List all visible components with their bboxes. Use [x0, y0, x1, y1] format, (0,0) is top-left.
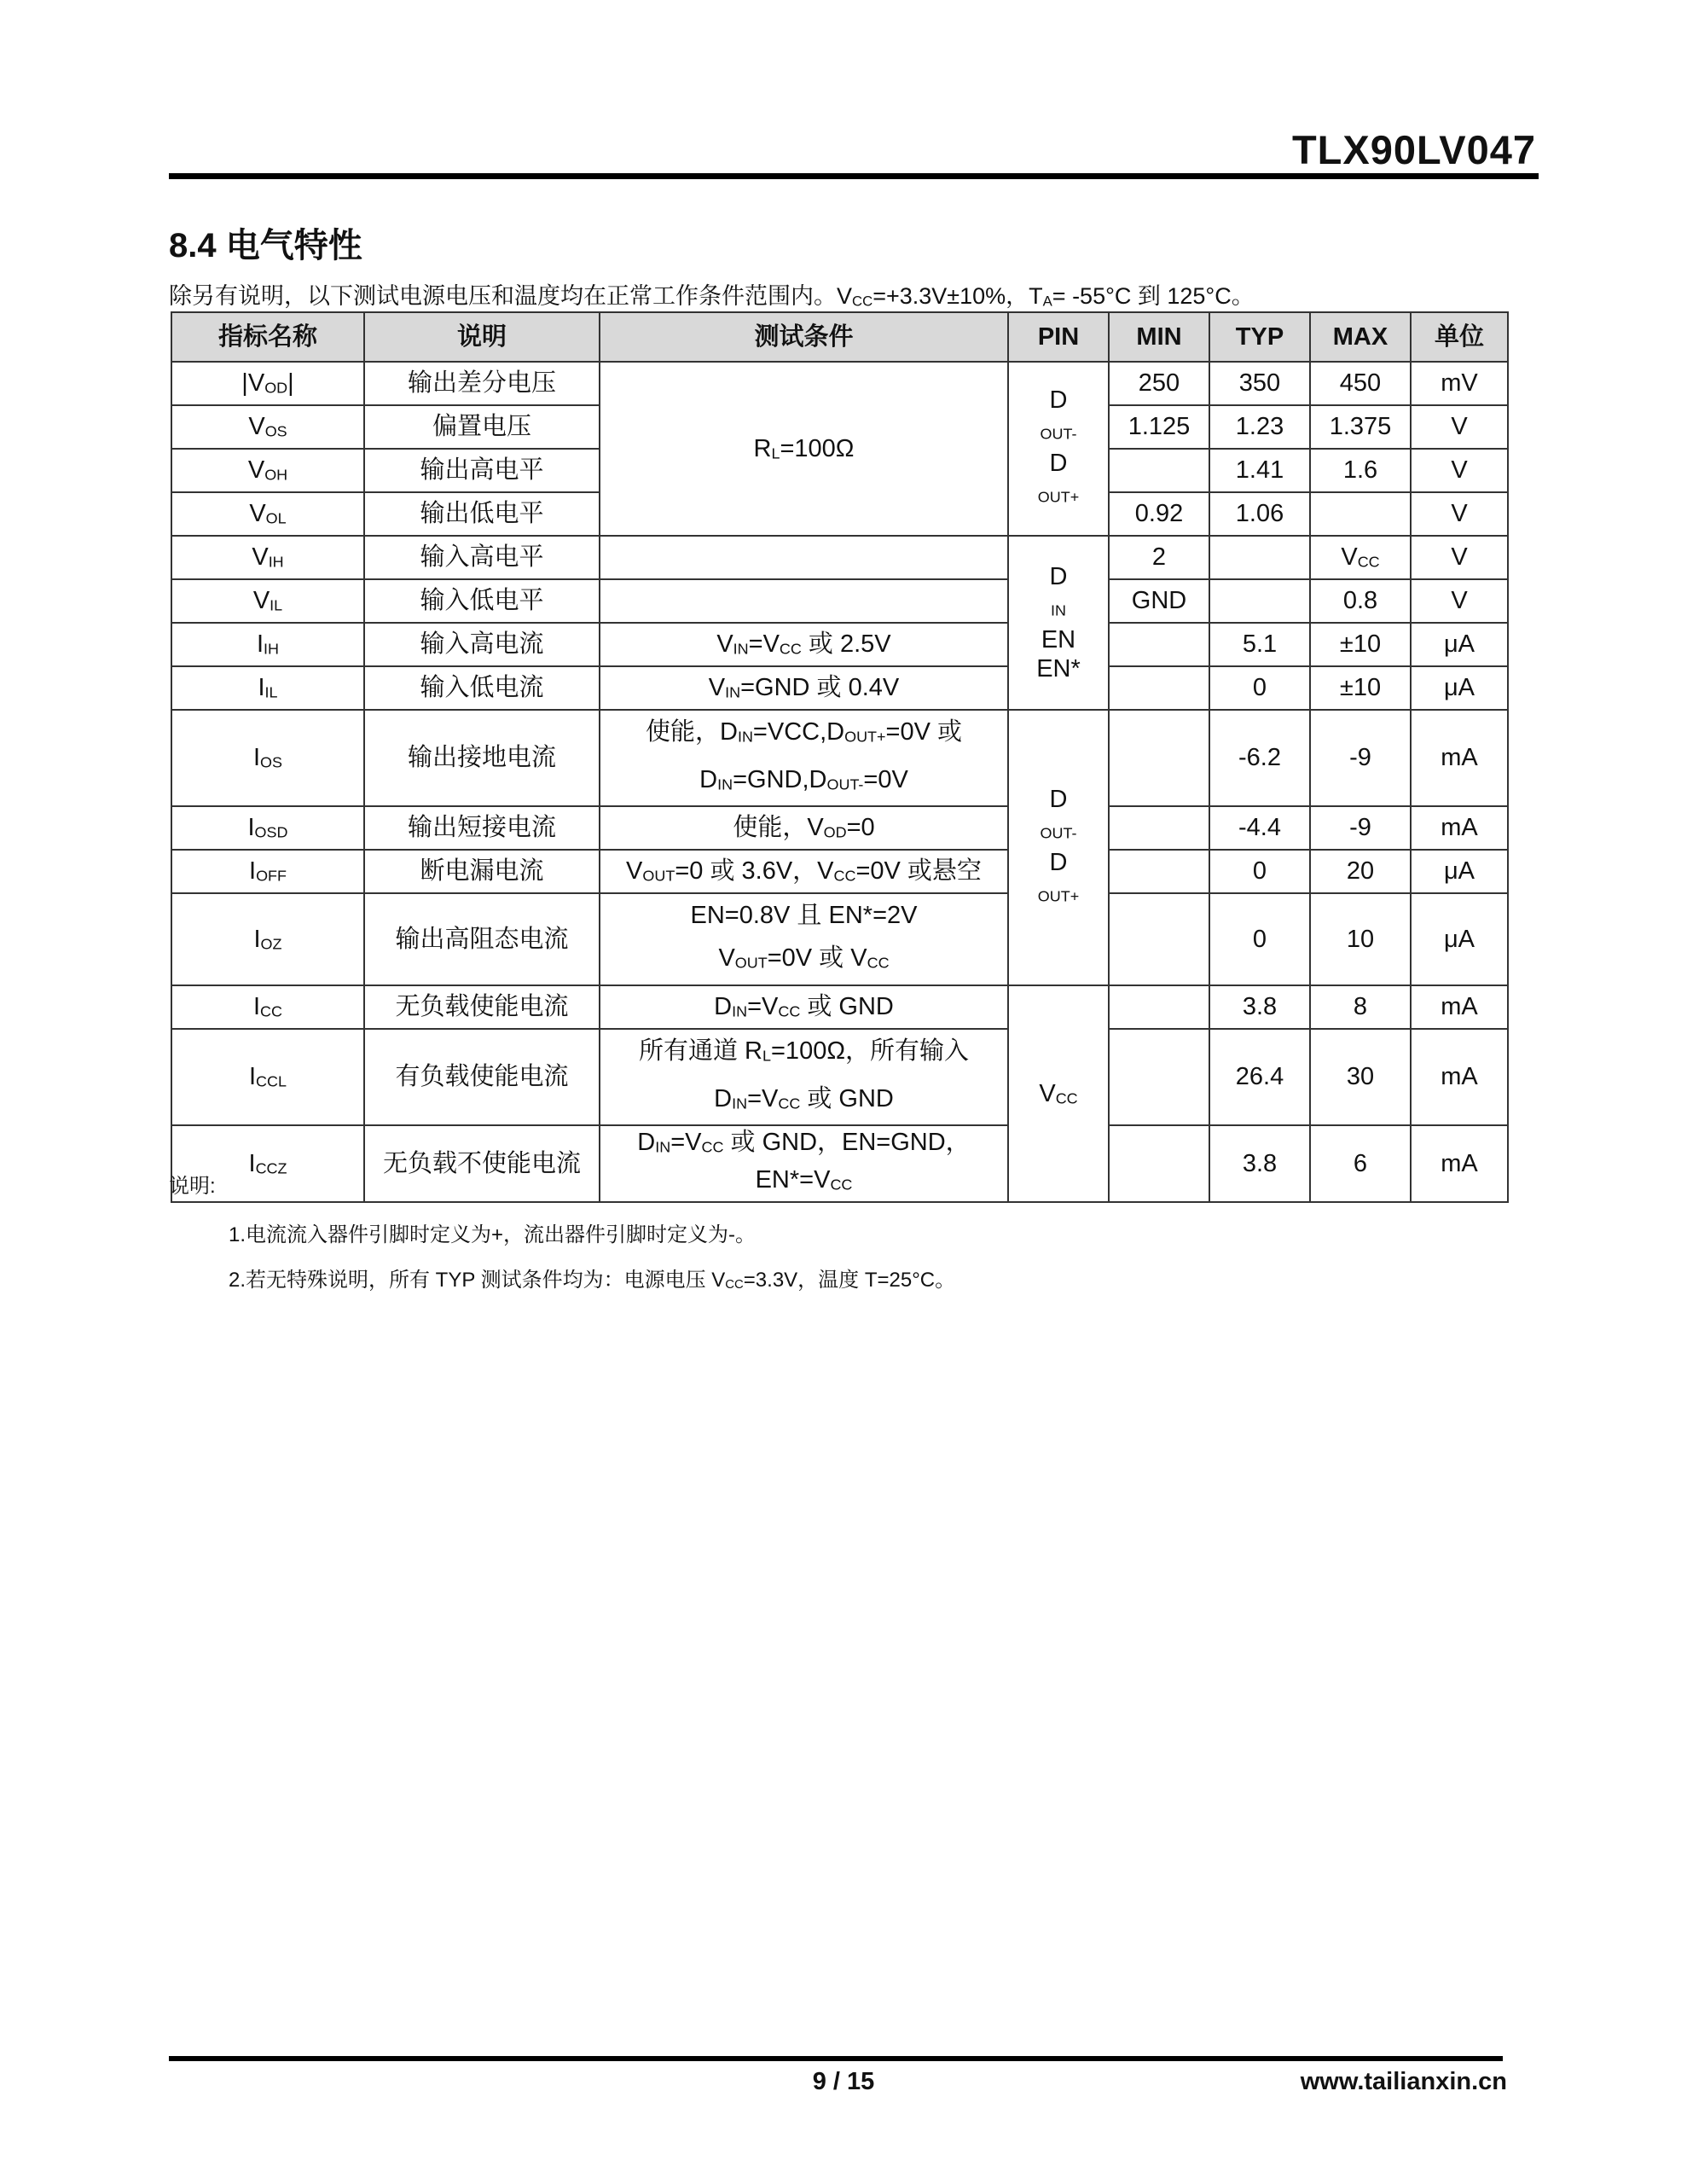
test-condition — [600, 579, 1008, 623]
param-desc: 输入高电流 — [364, 623, 600, 666]
test-condition — [600, 536, 1008, 579]
website-link[interactable]: www.tailianxin.cn — [1300, 2068, 1507, 2095]
max-value: -9 — [1310, 806, 1411, 850]
min-value — [1109, 666, 1209, 710]
param-symbol: $V_{OS}$ — [171, 405, 364, 449]
notes-heading: 说明: — [169, 1175, 216, 1198]
footer-rule — [169, 2056, 1503, 2061]
document-title: TLX90LV047 — [1291, 127, 1536, 172]
min-value — [1109, 710, 1209, 806]
min-value — [1109, 985, 1209, 1029]
param-symbol: $I_{OZ}$ — [171, 893, 364, 985]
typ-value: 0 — [1209, 893, 1310, 985]
unit-value: mV — [1411, 362, 1508, 405]
param-symbol: $V_{IL}$ — [171, 579, 364, 623]
pin-vcc: $V_{CC}$ — [1008, 985, 1109, 1202]
max-value: 1.6 — [1310, 449, 1411, 492]
test-condition: 使能，$D_{IN}=VCC,D_{OUT+}=0V$ 或 $D_{IN}=GND,D_{OUT-}=0V$ — [600, 710, 1008, 806]
col-header-max: MAX — [1310, 312, 1411, 362]
typ-value: 1.23 — [1209, 405, 1310, 449]
param-desc: 无负载使能电流 — [364, 985, 600, 1029]
col-header-name: 指标名称 — [171, 312, 364, 362]
typ-value: 1.06 — [1209, 492, 1310, 536]
test-condition: $V_{IN}=GND$ 或 0.4V — [600, 666, 1008, 710]
col-header-min: MIN — [1109, 312, 1209, 362]
typ-value: 0 — [1209, 850, 1310, 893]
min-value — [1109, 893, 1209, 985]
table-row — [171, 806, 1508, 850]
pin-dout-2: D $_{OUT-}$ D $_{OUT+}$ — [1008, 710, 1109, 985]
test-condition: $D_{IN}=V_{CC}$ 或 GND，EN=GND， $EN*=V_{CC}$ — [600, 1125, 1008, 1201]
param-symbol: $V_{OL}$ — [171, 492, 364, 536]
typ-value: 5.1 — [1209, 623, 1310, 666]
table-row — [171, 710, 1508, 806]
param-desc: 输出高阻态电流 — [364, 893, 600, 985]
note-item: 2.若无特殊说明，所有 TYP 测试条件均为：电源电压 $V_{CC}=3.3V$，温度 T=25°C。 — [229, 1269, 956, 1292]
max-value: 6 — [1310, 1125, 1411, 1201]
param-symbol: $I_{OFF}$ — [171, 850, 364, 893]
table-row — [171, 362, 1508, 405]
unit-value: μA — [1411, 893, 1508, 985]
param-symbol: $V_{IH}$ — [171, 536, 364, 579]
param-symbol: $I_{CCZ}$ — [171, 1125, 364, 1201]
typ-value: 26.4 — [1209, 1029, 1310, 1125]
param-desc: 偏置电压 — [364, 405, 600, 449]
param-symbol: $I_{IL}$ — [171, 666, 364, 710]
unit-value: V — [1411, 536, 1508, 579]
unit-value: mA — [1411, 806, 1508, 850]
max-value: 10 — [1310, 893, 1411, 985]
test-condition: $D_{IN}=V_{CC}$ 或 GND — [600, 985, 1008, 1029]
page-number: 9 / 15 — [812, 2068, 875, 2095]
max-value: 20 — [1310, 850, 1411, 893]
max-value: 30 — [1310, 1029, 1411, 1125]
typ-value: 350 — [1209, 362, 1310, 405]
typ-value: 1.41 — [1209, 449, 1310, 492]
typ-value: 0 — [1209, 666, 1310, 710]
table-row — [171, 536, 1508, 579]
typ-value: -6.2 — [1209, 710, 1310, 806]
table-row — [171, 850, 1508, 893]
typ-value: -4.4 — [1209, 806, 1310, 850]
min-value: 250 — [1109, 362, 1209, 405]
param-symbol: $I_{CCL}$ — [171, 1029, 364, 1125]
param-symbol: $I_{OSD}$ — [171, 806, 364, 850]
max-value: ±10 — [1310, 666, 1411, 710]
param-desc: 输入高电平 — [364, 536, 600, 579]
unit-value: V — [1411, 579, 1508, 623]
param-desc: 输出差分电压 — [364, 362, 600, 405]
param-symbol: $I_{CC}$ — [171, 985, 364, 1029]
min-value — [1109, 850, 1209, 893]
pin-dout: D $_{OUT-}$ D $_{OUT+}$ — [1008, 362, 1109, 536]
param-symbol: $I_{OS}$ — [171, 710, 364, 806]
max-value: ±10 — [1310, 623, 1411, 666]
param-desc: 输出接地电流 — [364, 710, 600, 806]
unit-value: mA — [1411, 985, 1508, 1029]
min-value — [1109, 449, 1209, 492]
table-row — [171, 1029, 1508, 1125]
unit-value: V — [1411, 492, 1508, 536]
param-desc: 无负载不使能电流 — [364, 1125, 600, 1201]
typ-value: 3.8 — [1209, 1125, 1310, 1201]
section-intro: 除另有说明，以下测试电源电压和温度均在正常工作条件范围内。$V_{CC}=+3.3V\pm 10\%$，$T_A= -55^\circ C$ 到 125°C。 — [169, 283, 1255, 310]
unit-value: V — [1411, 405, 1508, 449]
min-value — [1109, 806, 1209, 850]
param-desc: 输出低电平 — [364, 492, 600, 536]
table-row — [171, 579, 1508, 623]
note-item: 1.电流流入器件引脚时定义为+，流出器件引脚时定义为-。 — [229, 1223, 757, 1246]
max-value: 450 — [1310, 362, 1411, 405]
max-value: -9 — [1310, 710, 1411, 806]
col-header-desc: 说明 — [364, 312, 600, 362]
min-value — [1109, 623, 1209, 666]
max-value: 0.8 — [1310, 579, 1411, 623]
condition-line: $D_{IN}=GND,D_{OUT-}=0V$ — [699, 765, 908, 793]
table-row — [171, 893, 1508, 985]
min-value — [1109, 1029, 1209, 1125]
param-desc: 输入低电平 — [364, 579, 600, 623]
unit-value: mA — [1411, 1125, 1508, 1201]
min-value: GND — [1109, 579, 1209, 623]
test-condition: $V_{OUT}=0$ 或 3.6V，$V_{CC}=0V$ 或悬空 — [600, 850, 1008, 893]
unit-value: μA — [1411, 623, 1508, 666]
param-desc: 输出短接电流 — [364, 806, 600, 850]
param-symbol: $V_{OH}$ — [171, 449, 364, 492]
col-header-typ: TYP — [1209, 312, 1310, 362]
max-value: 1.375 — [1310, 405, 1411, 449]
test-condition-rl: $R_L=100\Omega$ — [600, 362, 1008, 536]
max-value: 8 — [1310, 985, 1411, 1029]
max-value: $V_{CC}$ — [1310, 536, 1411, 579]
test-condition: 所有通道 $R_L=100\Omega$，所有输入 $D_{IN}=V_{CC}$ 或 GND — [600, 1029, 1008, 1125]
typ-value — [1209, 579, 1310, 623]
test-condition: $V_{IN}=V_{CC}$ 或 2.5V — [600, 623, 1008, 666]
param-symbol: $|V_{OD}|$ — [171, 362, 364, 405]
param-symbol: $I_{IH}$ — [171, 623, 364, 666]
max-value — [1310, 492, 1411, 536]
param-desc: 输出高电平 — [364, 449, 600, 492]
col-header-pin: PIN — [1008, 312, 1109, 362]
table-row — [171, 666, 1508, 710]
unit-value: V — [1411, 449, 1508, 492]
min-value: 0.92 — [1109, 492, 1209, 536]
header-rule — [169, 173, 1539, 179]
param-desc: 输入低电流 — [364, 666, 600, 710]
param-desc: 有负载使能电流 — [364, 1029, 600, 1125]
table-row — [171, 985, 1508, 1029]
unit-value: mA — [1411, 1029, 1508, 1125]
pin-din-en: D $_{IN}$ EN EN* — [1008, 536, 1109, 710]
unit-value: μA — [1411, 850, 1508, 893]
typ-value: 3.8 — [1209, 985, 1310, 1029]
typ-value — [1209, 536, 1310, 579]
unit-value: mA — [1411, 710, 1508, 806]
min-value: 2 — [1109, 536, 1209, 579]
electrical-characteristics-table — [171, 311, 1509, 1203]
table-header-row — [171, 312, 1508, 362]
param-desc: 断电漏电流 — [364, 850, 600, 893]
table-row — [171, 623, 1508, 666]
section-heading: 8.4 电气特性 — [169, 227, 362, 264]
col-header-unit: 单位 — [1411, 312, 1508, 362]
unit-value: μA — [1411, 666, 1508, 710]
col-header-condition: 测试条件 — [600, 312, 1008, 362]
min-value: 1.125 — [1109, 405, 1209, 449]
table-notes — [169, 1169, 955, 1308]
min-value — [1109, 1125, 1209, 1201]
test-condition: 使能，$V_{OD}=0$ — [600, 806, 1008, 850]
test-condition: EN=0.8V 且 EN*=2V $V_{OUT}=0V$ 或 $V_{CC}$ — [600, 893, 1008, 985]
